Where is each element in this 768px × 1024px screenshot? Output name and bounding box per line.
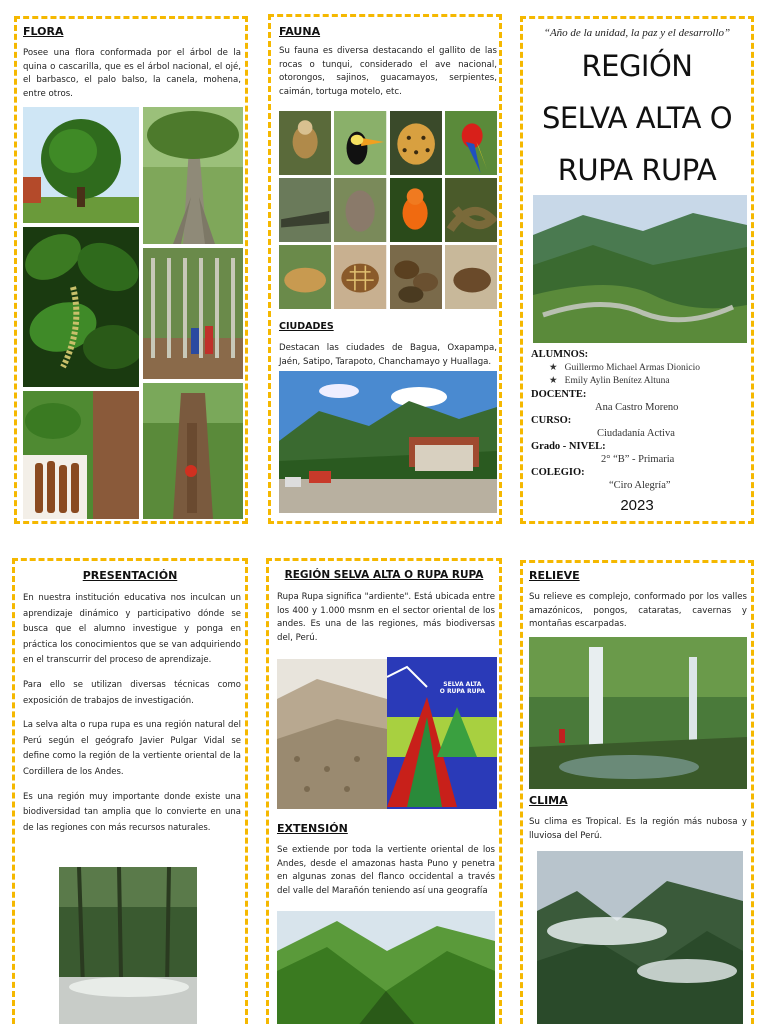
clima-title: CLIMA — [529, 794, 568, 807]
town-photo — [279, 371, 497, 513]
curso-label: CURSO: — [531, 415, 572, 426]
alumnos-label: ALUMNOS: — [531, 349, 589, 360]
ciudades-title: CIUDADES — [279, 321, 334, 332]
motto-text: “Año de la unidad, la paz y el desarrollo” — [543, 27, 731, 39]
alumno-2: ★ Emily Aylin Benítez Altuna — [549, 376, 670, 386]
docente-value: Ana Castro Moreno — [595, 402, 679, 413]
presentacion-title: PRESENTACIÓN — [82, 569, 178, 582]
presentacion-paragraph: Es una región muy importante donde existe una biodiversidad tan amplia que lo convierte en una de las regiones con más recursos naturales. — [23, 791, 241, 833]
turtle-photo — [334, 245, 386, 309]
region-text: Rupa Rupa significa "ardiente". Está ubicada entre los 400 y 1.000 msnm en el sector oriental de los andes. Es una de las regiones, más biodiversas del, Perú. — [277, 592, 495, 643]
year-text: 2023 — [620, 497, 654, 514]
fauna-collage — [279, 111, 497, 309]
curso-value: Ciudadanía Activa — [597, 428, 675, 439]
misty-mountains-photo — [537, 851, 743, 1024]
cover-title-line-2: SELVA ALTA O — [541, 101, 733, 135]
peccary-photo — [445, 245, 497, 309]
flora-panel — [14, 16, 248, 524]
anaconda-photo — [445, 178, 497, 242]
grado-label: Grado - NIVEL: — [531, 441, 606, 452]
clima-text: Su clima es Tropical. Es la región más nubosa y lluviosa del Perú. — [529, 817, 747, 841]
cock-of-the-rock-photo — [390, 178, 442, 242]
extension-title: EXTENSIÓN — [277, 822, 348, 835]
region-map-illustration — [387, 657, 497, 809]
tree-photo — [23, 107, 139, 223]
cover-title-line-1: REGIÓN — [581, 49, 693, 83]
macaw-photo — [445, 111, 497, 175]
alumno-1: ★ Guillermo Michael Armas Dionicio — [549, 363, 701, 373]
fauna-title: FAUNA — [279, 25, 321, 38]
flora-text: Posee una flora conformada por el árbol de la quina o cascarilla, que es el árbol nacional, el ojé, el barbasco, el palo balso, la canela, mohena, entre otros. — [23, 48, 241, 99]
extension-text: Se extiende por toda la vertiente oriental de los Andes, desde el amazonas hasta Puno y penetra en algunas zonas del flanco occidental a través del valle del Marañón teniendo así una geografía — [277, 845, 495, 896]
cover-title-line-3: RUPA RUPA — [557, 153, 717, 187]
balsa-plantation-photo — [143, 248, 243, 379]
jungle-river-photo — [59, 867, 197, 1024]
armadillo-photo — [334, 178, 386, 242]
fauna-text: Su fauna es diversa destacando el gallito de las rocas o tunqui, considerado el ave nacional, otorongos, sajinos, guacamayos, serpientes, caimán, tortuga motelo, etc. — [279, 46, 497, 97]
cover-panel — [520, 16, 754, 524]
fauna-panel — [268, 14, 502, 524]
grado-value: 2° “B” - Primaria — [601, 454, 675, 465]
presentacion-paragraph: La selva alta o rupa rupa es una región natural del Perú según el geógrafo Javier Pulgar Vidal se define como la región de la vertiente oriental de la Cordillera de los Andes. — [23, 720, 241, 777]
caiman-photo — [279, 178, 331, 242]
relieve-title: RELIEVE — [529, 569, 580, 582]
dry-hills-photo — [277, 659, 387, 809]
relieve-panel — [520, 560, 754, 1024]
region-panel — [266, 558, 502, 1024]
map-label: SELVA ALTA O RUPA RUPA — [439, 681, 485, 695]
green-valley-photo — [277, 911, 495, 1024]
ceiba-photo — [143, 107, 243, 244]
presentacion-paragraph: Para ello se utilizan diversas técnicas como exposición de trabajos de investigación. — [23, 679, 241, 706]
ciudades-text: Destacan las ciudades de Bagua, Oxapampa, Jaén, Satipo, Tarapoto, Chanchamayo y Huallaga. — [279, 343, 497, 367]
colegio-label: COLEGIO: — [531, 467, 585, 478]
valley-photo — [533, 195, 747, 343]
flora-title: FLORA — [23, 25, 64, 38]
relieve-text: Su relieve es complejo, conformado por los valles amazónicos, pongos, cataratas, cavernas y montañas escarpadas. — [529, 592, 747, 630]
colegio-value: “Ciro Alegría” — [609, 480, 671, 491]
presentacion-paragraph: En nuestra institución educativa nos inculcan un aprendizaje dinámico y participativo dónde se busca que el alumno investigue y ponga en práctica los conocimientos que se van adquiriendo en el transcurrir del proceso de aprendizaje. — [23, 593, 241, 666]
cinnamon-photo — [23, 391, 139, 519]
presentacion-body — [23, 591, 241, 845]
ocelot-photo — [279, 245, 331, 309]
toucan-photo — [334, 111, 386, 175]
presentacion-panel — [12, 558, 248, 1024]
monkey-photo — [279, 111, 331, 175]
jaguar-photo — [390, 111, 442, 175]
docente-label: DOCENTE: — [531, 389, 587, 400]
region-title: REGIÓN SELVA ALTA O RUPA RUPA — [284, 569, 484, 581]
mohena-tree-photo — [143, 383, 243, 519]
pepper-plant-photo — [23, 227, 139, 387]
turtles-group-photo — [390, 245, 442, 309]
waterfall-photo — [529, 637, 747, 789]
